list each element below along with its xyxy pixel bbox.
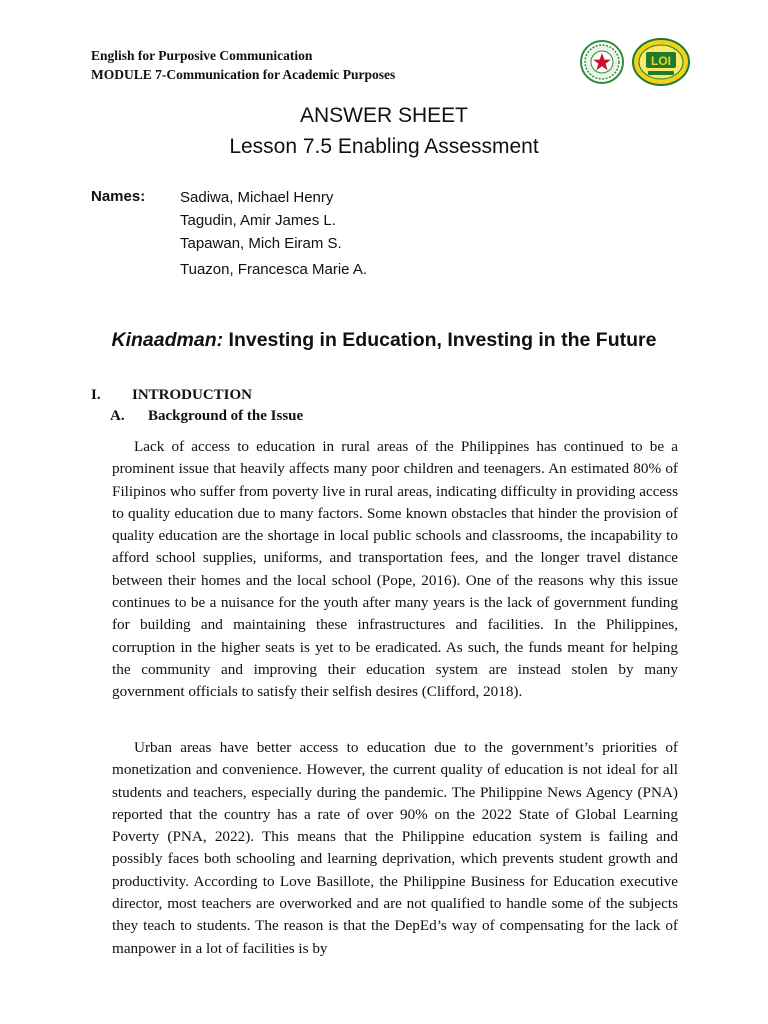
- subsection-heading: [110, 406, 303, 426]
- university-seal-icon: [580, 40, 624, 84]
- name-item: Sadiwa, Michael Henry: [180, 189, 334, 206]
- section-title: INTRODUCTION: [132, 387, 253, 403]
- body-paragraph: Urban areas have better access to education due to the government’s priorities of monetization and convenience. However, the current quality of education is not ideal for all students and teachers, especially during the pandemic. The Philippine News Agency (PNA) reported that the country has a rate of over 90% on the 2022 State of Global Learning Poverty (PNA, 2022). This means that the Philippine education system is failing and possibly faces both schooling and learning deprivation, which prevents student growth and productivity. According to Love Basillote, the Philippine Business for Education executive director, most teachers are overworked and are not qualified to handle some of the subjects they teach to students. The reason is that the DepEd’s way of compensating for the lack of manpower in a lot of facilities is by: [112, 739, 678, 957]
- name-item: Tapawan, Mich Eiram S.: [180, 235, 342, 252]
- essay-title-italic: Kinaadman:: [111, 329, 224, 351]
- header-logos: [580, 38, 698, 88]
- essay-title-rest: Investing in Education, Investing in the Future: [223, 329, 657, 351]
- essay-title: [0, 326, 768, 354]
- body-paragraph: Lack of access to education in rural areas of the Philippines has continued to be a prominent issue that heavily affects many poor children and teenagers. An estimated 80% of Filipinos who suffer from poverty live in rural areas, indicating difficulty in providing access to quality education due to many factors. Some known obstacles that hinder the provision of quality education are the shortage in local public schools and classrooms, the incapability to afford school supplies, uniforms, and transportation fees, and the longer travel distance between their homes and the local school (Pope, 2016). One of the reasons why this issue continues to be a nuisance for the youth after many years is the lack of government funding for building and maintaining these infrastructures and facilities. In the Philippines, corruption in the higher seats is yet to be eradicated. As such, the funds meant for helping the community and improving their education system are instead stolen by many government officials to satisfy their selfish desires (Clifford, 2018).: [112, 438, 678, 701]
- college-badge-icon: [632, 38, 690, 86]
- section-heading: [91, 385, 252, 405]
- lesson-heading: Lesson 7.5 Enabling Assessment: [229, 135, 539, 158]
- subsection-letter: A.: [110, 408, 125, 424]
- names-list: [180, 186, 367, 281]
- title-block: [0, 100, 768, 162]
- subsection-title: Background of the Issue: [148, 408, 304, 424]
- badge-letters: LOI: [651, 54, 671, 68]
- page-header: [91, 46, 395, 84]
- section-number: I.: [91, 387, 101, 403]
- answer-sheet-heading: ANSWER SHEET: [299, 104, 469, 127]
- module-title: MODULE 7-Communication for Academic Purposes: [91, 67, 396, 82]
- name-item: Tagudin, Amir James L.: [180, 212, 336, 229]
- course-title: English for Purposive Communication: [91, 48, 313, 63]
- name-item: Tuazon, Francesca Marie A.: [180, 261, 368, 278]
- names-label: Names:: [91, 188, 146, 205]
